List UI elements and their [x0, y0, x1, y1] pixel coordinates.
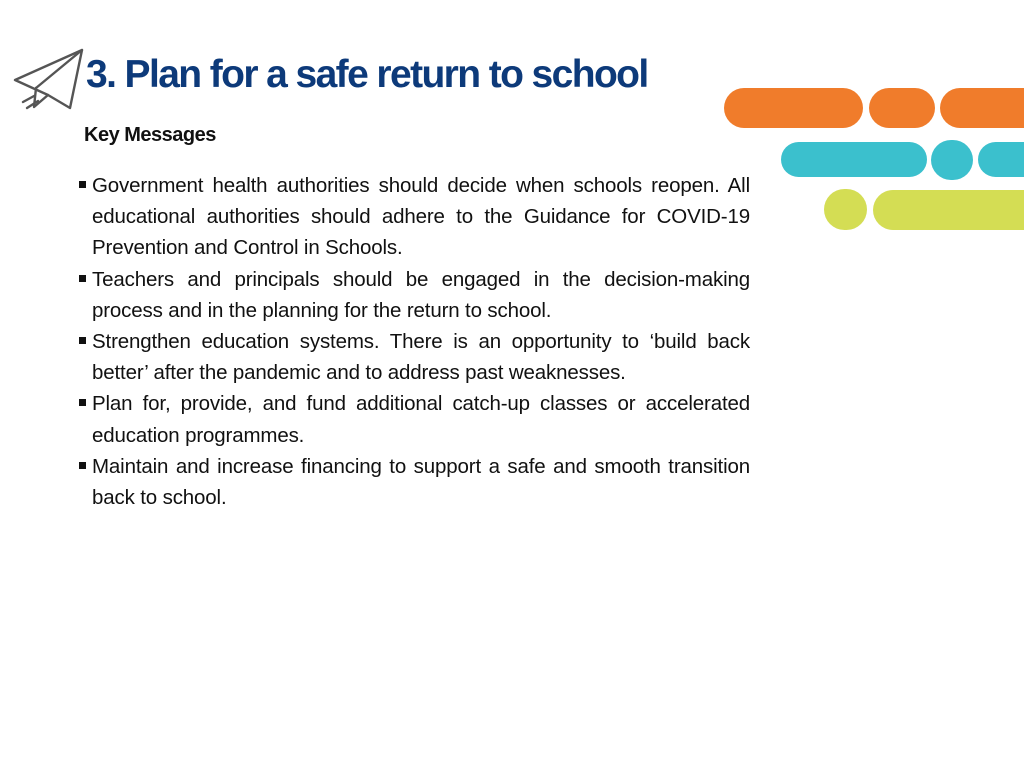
square-bullet-icon — [79, 275, 86, 282]
lime-pill-edge — [873, 190, 1024, 230]
square-bullet-icon — [79, 181, 86, 188]
message-item — [78, 388, 750, 450]
message-item — [78, 326, 750, 388]
square-bullet-icon — [79, 337, 86, 344]
message-item — [78, 264, 750, 326]
message-item — [78, 170, 750, 264]
teal-pill-long — [781, 142, 927, 177]
message-text: Plan for, provide, and fund additional catch-up classes or accelerated education programmes. — [92, 392, 750, 447]
key-messages-list — [78, 170, 750, 513]
message-text: Teachers and principals should be engaged in the decision-making process and in the planning for the return to school. — [92, 267, 750, 322]
message-item — [78, 451, 750, 513]
message-text: Government health authorities should decide when schools reopen. All educational authorities should adhere to the Guidance for COVID-19 Prevention and Control in Schools. — [92, 174, 750, 260]
orange-pill-long — [724, 88, 863, 128]
teal-circle — [931, 140, 973, 180]
square-bullet-icon — [79, 399, 86, 406]
square-bullet-icon — [79, 462, 86, 469]
message-text: Maintain and increase financing to support a safe and smooth transition back to school. — [92, 454, 750, 510]
teal-pill-edge — [978, 142, 1024, 177]
slide-title: 3. Plan for a safe return to school — [86, 53, 648, 96]
orange-pill-edge — [940, 88, 1024, 128]
key-messages-heading: Key Messages — [84, 124, 216, 146]
orange-pill-short — [869, 88, 935, 128]
paper-plane-icon — [10, 44, 88, 116]
message-text: Strengthen education systems. There is an opportunity to ‘build back better’ after the pandemic and to address past weaknesses. — [92, 330, 750, 385]
lime-circle — [824, 189, 867, 230]
